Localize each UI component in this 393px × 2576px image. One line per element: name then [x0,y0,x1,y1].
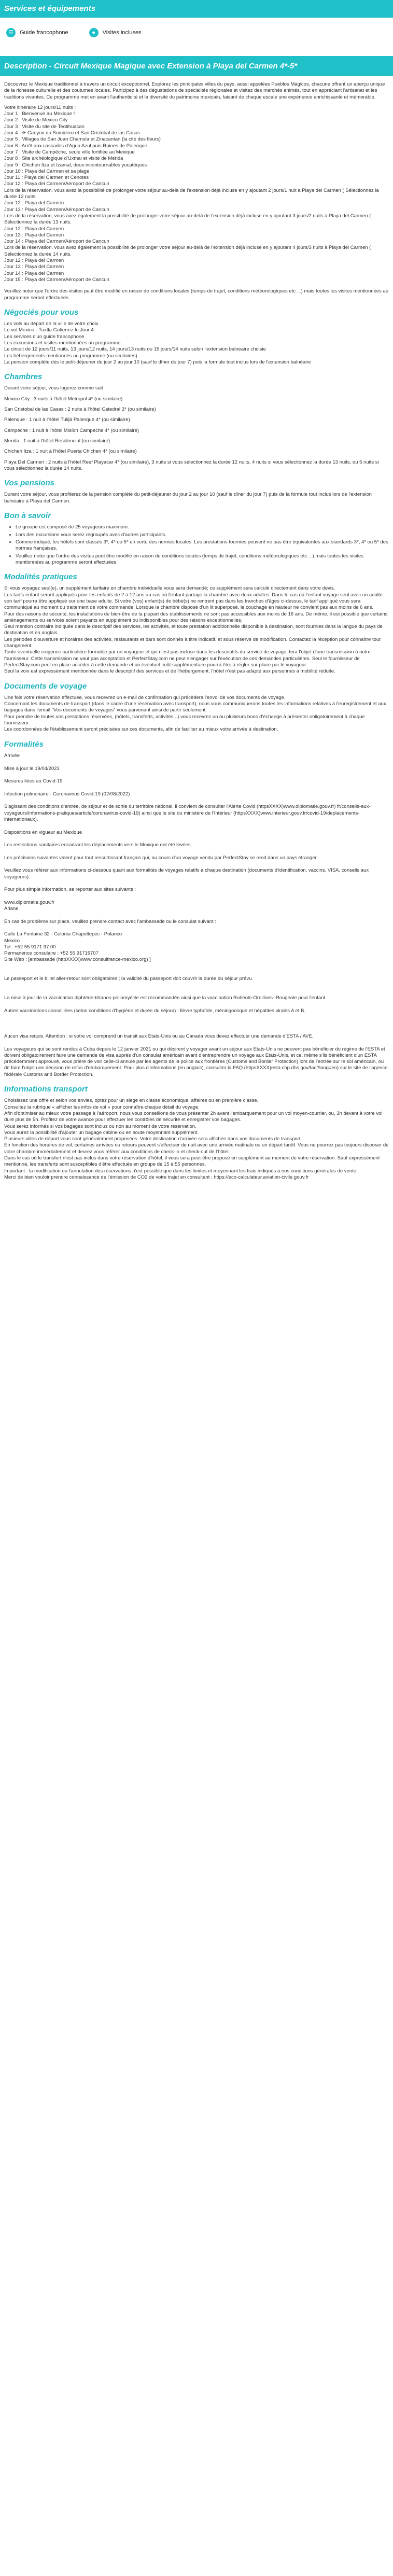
formalites-line: La mise à jour de la vaccination diphtérie-tétanos-poliomyélite est recommandée ainsi que la vaccination Rubéole-Oreillons- Rougeole pour l'enfant. [4,995,327,1001]
formalites-text [4,753,389,1078]
chambres-list [4,396,389,472]
itinerary-line: Jour 10 : Playa del Carmen et sa plage [4,168,90,174]
documents-paragraph: Pour prendre de toutes vos prestations réservées, (hôtels, transferts, activités...) vous recevrez un ou plusieurs bons d'échange à présenter obligatoirement à chaque fournisseur. [4,713,365,726]
people-icon: ● [89,28,99,37]
formalites-line [4,759,389,765]
visit-order-note: Veuillez noter que l'ordre des visites peut être modifié en raison de conditions locales (temps de trajet, conditions météorologiques etc ...) mais toutes les visites mentionnées au programme seront effectuées. [4,288,389,301]
section-title-chambres: Chambres [4,372,43,382]
modalites-paragraph: Pour des raisons de sécurité, les installations de bien-être de la plupart des établissements ne sont pas accessibles aux moins de 16 ans. De même, il est possible que certains aménagements ou services soient payants en supplément ou indisponibles pour des raisons exceptionnelles. [4,611,388,623]
main-content [0,81,393,1181]
service-visits [89,28,142,37]
formalites-line [4,797,389,804]
formalites-line: Calle La Fontaine 32 - Colonia Chapultepec - Polanco [4,931,122,937]
included-item: Les services d'un guide francophone [4,333,85,340]
included-item: Les vols au départ de la ville de votre choix [4,321,99,327]
transport-line: Consultez la rubrique « afficher les infos de vol » pour connaître chaque détail du voyage. [4,1104,200,1110]
formalites-line [4,861,389,867]
room-line: Merida : 1 nuit à l'hôtel Residencial (ou similaire) [4,438,110,444]
modalites-text [4,585,389,675]
room-line: Palenque : 1 nuit à l'hôtel Tulijá Palenque 4* (ou similaire) [4,417,130,423]
formalites-line: Ariane [4,906,19,912]
formalites-line [4,912,389,918]
formalites-line: www.diplomatie.gouv.fr [4,899,54,905]
documents-paragraph: Une fois votre réservation effectuée, vous recevrez un e-mail de confirmation qui précèdera l'envoi de vos documents de voyage. [4,694,286,701]
tip-item: • Veuillez noter que l'ordre des visites peut être modifié en raison de conditions locales (temps de trajet, conditions météorologiques etc ...) mais toutes les visites mentionnées au programme seront effectuées. [16,553,389,566]
modalites-paragraph: Seul la voix est expressément mentionnée dans le descriptif des services et de l'hébergement, l'hôtel n'est pas adapté aux personnes à mobilité réduite. [4,668,335,675]
itinerary-line: Jour 12 : Playa del Carmen/Aéroport de Cancun [4,181,109,187]
documents-paragraph: Les coordonnées de l'établissement seront précisées sur ces documents, afin de faciliter au mieux votre arrivée à destination. [4,726,278,733]
included-item: La pension complète dès le petit-déjeuner du jour 2 au jour 10 (sauf le dîner du jour 7) puis la formule tout inclus lors de l'extension balnéaire [4,359,311,365]
section-title-transport: Informations transport [4,1085,88,1094]
tip-item: • Le groupe est composé de 25 voyageurs maximum. [16,524,389,530]
formalites-line [4,848,389,855]
transport-line: Merci de bien vouloir prendre connaissance de l'émission de CO2 de votre trajet en consultant : https://eco-calculateur.aviation-civile.gouv.fr [4,1174,309,1180]
itinerary-line: Jour 3 : Visite du site de Teotihuacan [4,123,85,130]
formalites-line: Mesures liées au Covid-19 [4,778,63,785]
transport-line: Dans le cas où le transfert n'est pas inclus dans votre réservation d'hôtel, il vous sera peut-être proposé en supplément au moment de votre réservation. Sauf expressément mentionné, les transferts sont susceptibles d'être effectués en groupe de 15 à 55 personnes. [4,1155,380,1168]
modalites-paragraph: Toute éventuelle exigence particulière formulée par un voyageur et qui n'est pas incluse dans les descriptifs du service de voyage, fera l'objet d'une transmission à notre fournisseur. Cette transmission ne vaut pas acceptation et PerfectStay.com ne peut s'engager sur l'exécution de ces demandes particulières. Seul le fournisseur de PerfectStay.com peut en place accéder à cette demande et un éventuel coût supplémentaire pourra être à régler sur place par le voyageur. [4,649,371,668]
formalites-line: Dispositions en vigueur au Mexique [4,829,82,835]
itinerary-line: Jour 1 : Bienvenue au Mexique ! [4,111,75,117]
itinerary-line: Lors de la réservation, vous avez la possibilité de prolonger votre séjour au-delà de l'extension déjà incluse en y ajoutant 2 jours/1 nuit à Playa del Carmen ( Sélectionnez la durée 12 nuits. [4,187,379,200]
transport-line: Afin d'optimiser au mieux votre passage à l'aéroport, nous vous conseillons de vous présenter 2h avant l'embarquement pour un vol moyen-courrier, ou, 3h devant à votre vol dure plus de 5h. Profitez de votre avance pour effectuer les contrôles de sécurité et enregistrer vos bagages. [4,1110,383,1123]
itinerary-line: Votre itinéraire 12 jours/11 nuits : [4,104,76,110]
formalites-line: Arrivée [4,752,20,759]
formalites-line [4,1020,389,1027]
formalites-line [4,983,389,989]
formalites-line [4,880,389,887]
formalites-line: Mise à jour le 19/04/2023 [4,765,60,772]
formalites-line: S'agissant des conditions d'entrée, de séjour et de sortie du territoire national, il convient de consulter l'Alerte Covid (httpsXXXX)www.diplomatie.gouv.fr) fr/conseils-aux-voyageurs/informations-pratiques/article/coronavirus-covid-19) ainsi que le site du ministère de l'Intérieur (httpsXXXX)www.interieur.gouv.fr/covid-19/deplacements-internationaux). [4,804,371,822]
itinerary-line: Jour 6 : Arrêt aux cascades d'Agua Azul puis Ruines de Palenque [4,143,147,149]
itinerary-line: Jour 12 : Playa del Carmen [4,200,64,206]
modalites-paragraph: Si vous voyagez seul(e), un supplément tarifaire en chambre individuelle vous sera demandé; ce supplément sera calculé directement dans votre devis. [4,585,335,592]
formalites-line [4,989,389,995]
formalites-line: Tel : +52 55 9171 97 00 [4,944,56,950]
formalites-line [4,772,389,778]
included-item: Les hébergements mentionnés au programme (ou similaires) [4,353,137,359]
itinerary-line: Jour 2 : Visite de Mexico City [4,117,68,123]
itinerary-line: Jour 7 : Visite de Campêche, seule ville fortifiée au Mexique [4,149,135,155]
documents-text [4,695,389,733]
formalites-line: En cas de problème sur place, veuillez prendre contact avec l'ambassade ou le consulat suivant : [4,918,216,925]
chambres-intro: Durant votre séjour, vous logerez comme suit : [4,385,106,391]
formalites-line [4,785,389,791]
itinerary-line: Jour 13 : Playa del Carmen [4,264,64,270]
service-guide [6,28,68,37]
service-label: Guide francophone [20,30,68,36]
room-line: Mexico City : 3 nuits à l'hôtel Metropol 4* (ou similaire) [4,396,123,402]
formalites-line [4,836,389,842]
included-item: Les excursions et visites mentionnées au programme [4,340,121,346]
itinerary-line: Jour 15 : Playa del Carmen/Aéroport de Cancun [4,276,109,283]
formalites-line [4,970,389,976]
room-line: Campeche : 1 nuit à l'hôtel Misíon Campeche 4* (ou similaire) [4,427,139,433]
documents-paragraph: Concernant les documents de transport (dans le cadre d'une réservation avec transport), nous vous communiquerons toutes les informations relatives à l'enregistrement et aux bagages dans l'email "Vos documents de voyages" vous parvenant ainsi de partir seulement. [4,701,386,713]
transport-line: Plusieurs villes de départ vous sont généralement proposées. Votre destination d'arrivée sera affichée dans vos documents de transport. [4,1136,302,1142]
transport-line: En fonction des horaires de vol, certaines arrivées ou retours peuvent s'effectuer de nuit avec une arrivée matinale ou un départ tardif. Vous ne pourrez pas toujours disposer de votre chambre immédiatement et devrez vous référer aux conditions de check-in et check-out de l'hôtel. [4,1142,389,1155]
itinerary-line: Jour 13 : Playa del Carmen/Aéroport de Cancun [4,206,109,213]
formalites-line: Site Web : [ambassade (httpXXXX)www.consulfrance-mexico.org) ] [4,957,151,963]
itinerary-line: Jour 12 : Playa del Carmen [4,258,64,264]
included-item: Le vol Mexico - Tuxtla Gutierrez le Jour 4 [4,327,94,333]
service-label: Visites incluses [102,30,142,36]
formalites-line [4,1040,389,1046]
formalites-line: Autres vaccinations conseillées (selon conditions d'hygiène et durée du séjour) : fièvre typhoïde, méningocoque et hépatites virales A et B. [4,1007,306,1014]
section-title-pensions: Vos pensions [4,479,54,488]
transport-line: Choisissez une offre et selon vos envies, optez pour un siège en classe économique, affaires ou en première classe. [4,1098,259,1104]
itinerary-line: Jour 8 : Site archéologique d'Uxmal et visite de Mérida [4,156,123,162]
itinerary-line: Jour 4 : ✈ Canyon du Sumidero et San Cristobal de las Casas [4,130,140,136]
book-icon: ☰ [6,28,16,37]
formalites-line: Veuillez vous référer aux informations ci-dessous quant aux formalités de voyages relatifs à chaque destination (documents d'identification, vaccins, VISA, conseils aux voyageurs). [4,867,369,880]
section-title-modalites: Modalités pratiques [4,572,77,582]
itinerary-line: Jour 5 : Villages de San Juan Chamula et Zinacantan (la cité des fleurs) [4,136,161,143]
formalites-line [4,1014,389,1020]
formalites-line: Les voyageurs qui se sont rendus à Cuba depuis le 12 janvier 2021 ou qui désirent y voyager avant un séjour aux Etats-Unis ne peuvent pas bénéficier du régime de l'ESTA et doivent obligatoirement faire une demande de visa auprès d'un consulat américain avant d'entreprendre un voyage aux Etats-Unis, et ce, même s'ils bénéficient d'un ESTA précédemment approuvé, vous prière de voir celle-ci annulé par les agents de la police aux frontières (Customs and Border Protection) lors de l'entrée sur le sol américain, ou de faire l'objet une décision de refus d'embarquement. Pour plus d'informations (en anglais), consulter la FAQ (httpsXXXX)esta.cbp.dhs.gov/faq?lang=en) sur le site de l'agence fédérale Customs and Border Protection. [4,1046,388,1077]
modalites-paragraph: Les tarifs enfant seront appliqués pour les enfants de 2 à 12 ans au cas où l'enfant partage la chambre avec deux adultes. Dans le cas où l'enfant voyage seul avec un adulte son tarif pourra être appliqué sur une base adulte. Si votre (vos) enfant(s) de bébé(s) ne rentrent pas dans les tranches d'âges ci-dessus, le tarif appliqué vous sera communiqué au moment du traitement de votre commande. Lorsque la chambre disposé d'un lit superposé, le couchage en hauteur ne convient pas aux moins de 6 ans. [4,592,383,611]
formalites-line [4,963,389,970]
modalites-paragraph: Les périodes d'ouverture et horaires des activités, restaurants et bars sont donnés à titre indicatif, et sous réserve de modification. Contactez la réception pour connaître tout changement. [4,636,381,649]
formalites-line [4,925,389,931]
formalites-line: Les restrictions sanitaires encadrant les déplacements vers le Mexique ont été levées. [4,842,192,848]
services-row [0,27,393,38]
formalites-line [4,823,389,829]
formalites-line [4,1002,389,1008]
itinerary-line: Lors de la réservation, vous avez également la possibilité de prolonger votre séjour au-delà de l'extension déjà incluse en y ajoutant 3 jours/2 nuits à Playa del Carmen ( Sélectionnez la durée 13 nuits. [4,213,371,226]
formalites-line: Les précisions suivantes valent pour tout ressortissant français qui, au cours d'un voyage vendu par PerfectStay se rend dans un pays étranger. [4,855,318,861]
room-line: Chichen Itza : 1 nuit à l'hôtel Puerta Chichen 4* (ou similaire) [4,449,137,455]
formalites-line [4,1027,389,1033]
transport-line: Vous aurez la possibilité d'ajouter un bagage cabine ou en soute moyennant supplément. [4,1129,199,1136]
itinerary-line: Jour 12 : Playa del Carmen [4,226,64,232]
formalites-line [4,893,389,899]
bon-savoir-list [4,524,389,566]
itinerary-line: Lors de la réservation, vous avez également la possibilité de prolonger votre séjour au-delà de l'extension déjà incluse en y ajoutant 4 jours/3 nuits à Playa del Carmen ( Sélectionnez la durée 14 nuits. [4,245,371,257]
intro-paragraph: Découvrez le Mexique traditionnel à travers un circuit exceptionnel. Explorez les principales villes du pays, aussi appelées Pueblos Mágicos, chacune offrant un aperçu unique de la richesse culturelle et des coutumes locales. Participez à des dégustations de spécialités régionales et visitez des marchés animés, tout en appréciant l'artisanat et les traditions vivantes. Ce programme met en avant l'authenticité et la diversité du patrimoine mexicain, faisant de chaque escale une expérience enrichissante et mémorable. [4,81,385,100]
itinerary-line: Jour 9 : Chichen Itza et Izamal, deux incontournables yucatèques [4,162,147,168]
formalites-line: Pour plus simple information, se reporter aux sites suivants : [4,887,136,893]
section-title-bon-savoir: Bon à savoir [4,511,51,521]
room-line: Playa Del Carmen : 2 nuits à l'hôtel Reef Playacar 4* (ou similaire), 3 nuits si vous sélectionnez la durée 12 nuits, 4 nuits si vous sélectionnez la durée 13 nuits, ou 5 nuits si vous sélectionnez la durée 14 nuits. [4,459,379,471]
formalites-line: Permanence consulaire : +52 55 91719707 [4,950,99,957]
itinerary-line: Jour 14 : Playa del Carmen/Aéroport de Cancun [4,239,109,245]
negocies-list [4,321,389,366]
itinerary-list [4,105,389,283]
section-title-formalites: Formalités [4,739,44,749]
description-header: Description - Circuit Mexique Magique avec Extension à Playa del Carmen 4*-5* [0,56,393,76]
tip-item: • Lors des excursions vous serez regroupés avec d'autres participants. [16,532,389,538]
formalites-line: Aucun visa requis. Attention : si votre vol comprend un transit aux Etats-Unis ou au Canada vous devez effectuer une demande d'ESTA / AVE. [4,1033,314,1039]
tip-item: • Comme indiqué, les hôtels sont classés 3*, 4* ou 5* en vertu des normes locales. Les prestations fournies peuvent ne pas être équivalentes aux standards 3*, 4* ou 5* des normes françaises. [16,539,389,552]
section-title-negocies: Négociés pour vous [4,307,79,317]
formalites-line: Mexico [4,937,20,944]
formalites-line: Le passeport et le billet aller-retour sont obligatoires ; la validité du passeport doit couvrir la durée du séjour prévu. [4,976,254,982]
transport-line: Vous serez informés si vos bagages sont inclus ou non au moment de votre réservation. [4,1123,197,1129]
itinerary-line: Jour 13 : Playa del Carmen [4,232,64,238]
room-line: San Cristobal de las Casas : 2 nuits à l'hôtel Catedral 3* (ou similaire) [4,407,156,413]
formalites-line: Infection pulmonaire - Coronavirus Covid-19 (02/08/2022) [4,791,130,797]
transport-text [4,1098,389,1181]
itinerary-line: Jour 14 : Playa del Carmen [4,270,64,276]
services-header: Services et équipements [0,0,393,18]
pensions-text: Durant votre séjour, vous profiterez de la pension complète du petit-déjeuner du jour 2 au jour 10 (sauf le dîner du jour 7) puis de la formule tout inclus lors de l'extension balnéaire à Playa del Carmen. [4,492,372,504]
included-item: Le circuit de 12 jours/11 nuits, 13 jours/12 nuits, 14 jours/13 nuits ou 15 jours/14 nuits selon l'extension balnéaire choisie [4,346,266,353]
section-title-documents: Documents de voyage [4,681,87,691]
itinerary-line: Jour 11 : Playa del Carmen et Cenotes [4,175,89,181]
transport-line: Important : la modification ou l'annulation des réservations n'est possible que dans les limites et moyennant les frais indiqués à nos conditions générales de vente. [4,1168,358,1174]
modalites-paragraph: Seul mention contraire indiquée dans le descriptif des services, les activités, et toute prestation additionnelle disponible à destination, sont fournies dans la langue du pays de destination et en anglais. [4,624,383,636]
